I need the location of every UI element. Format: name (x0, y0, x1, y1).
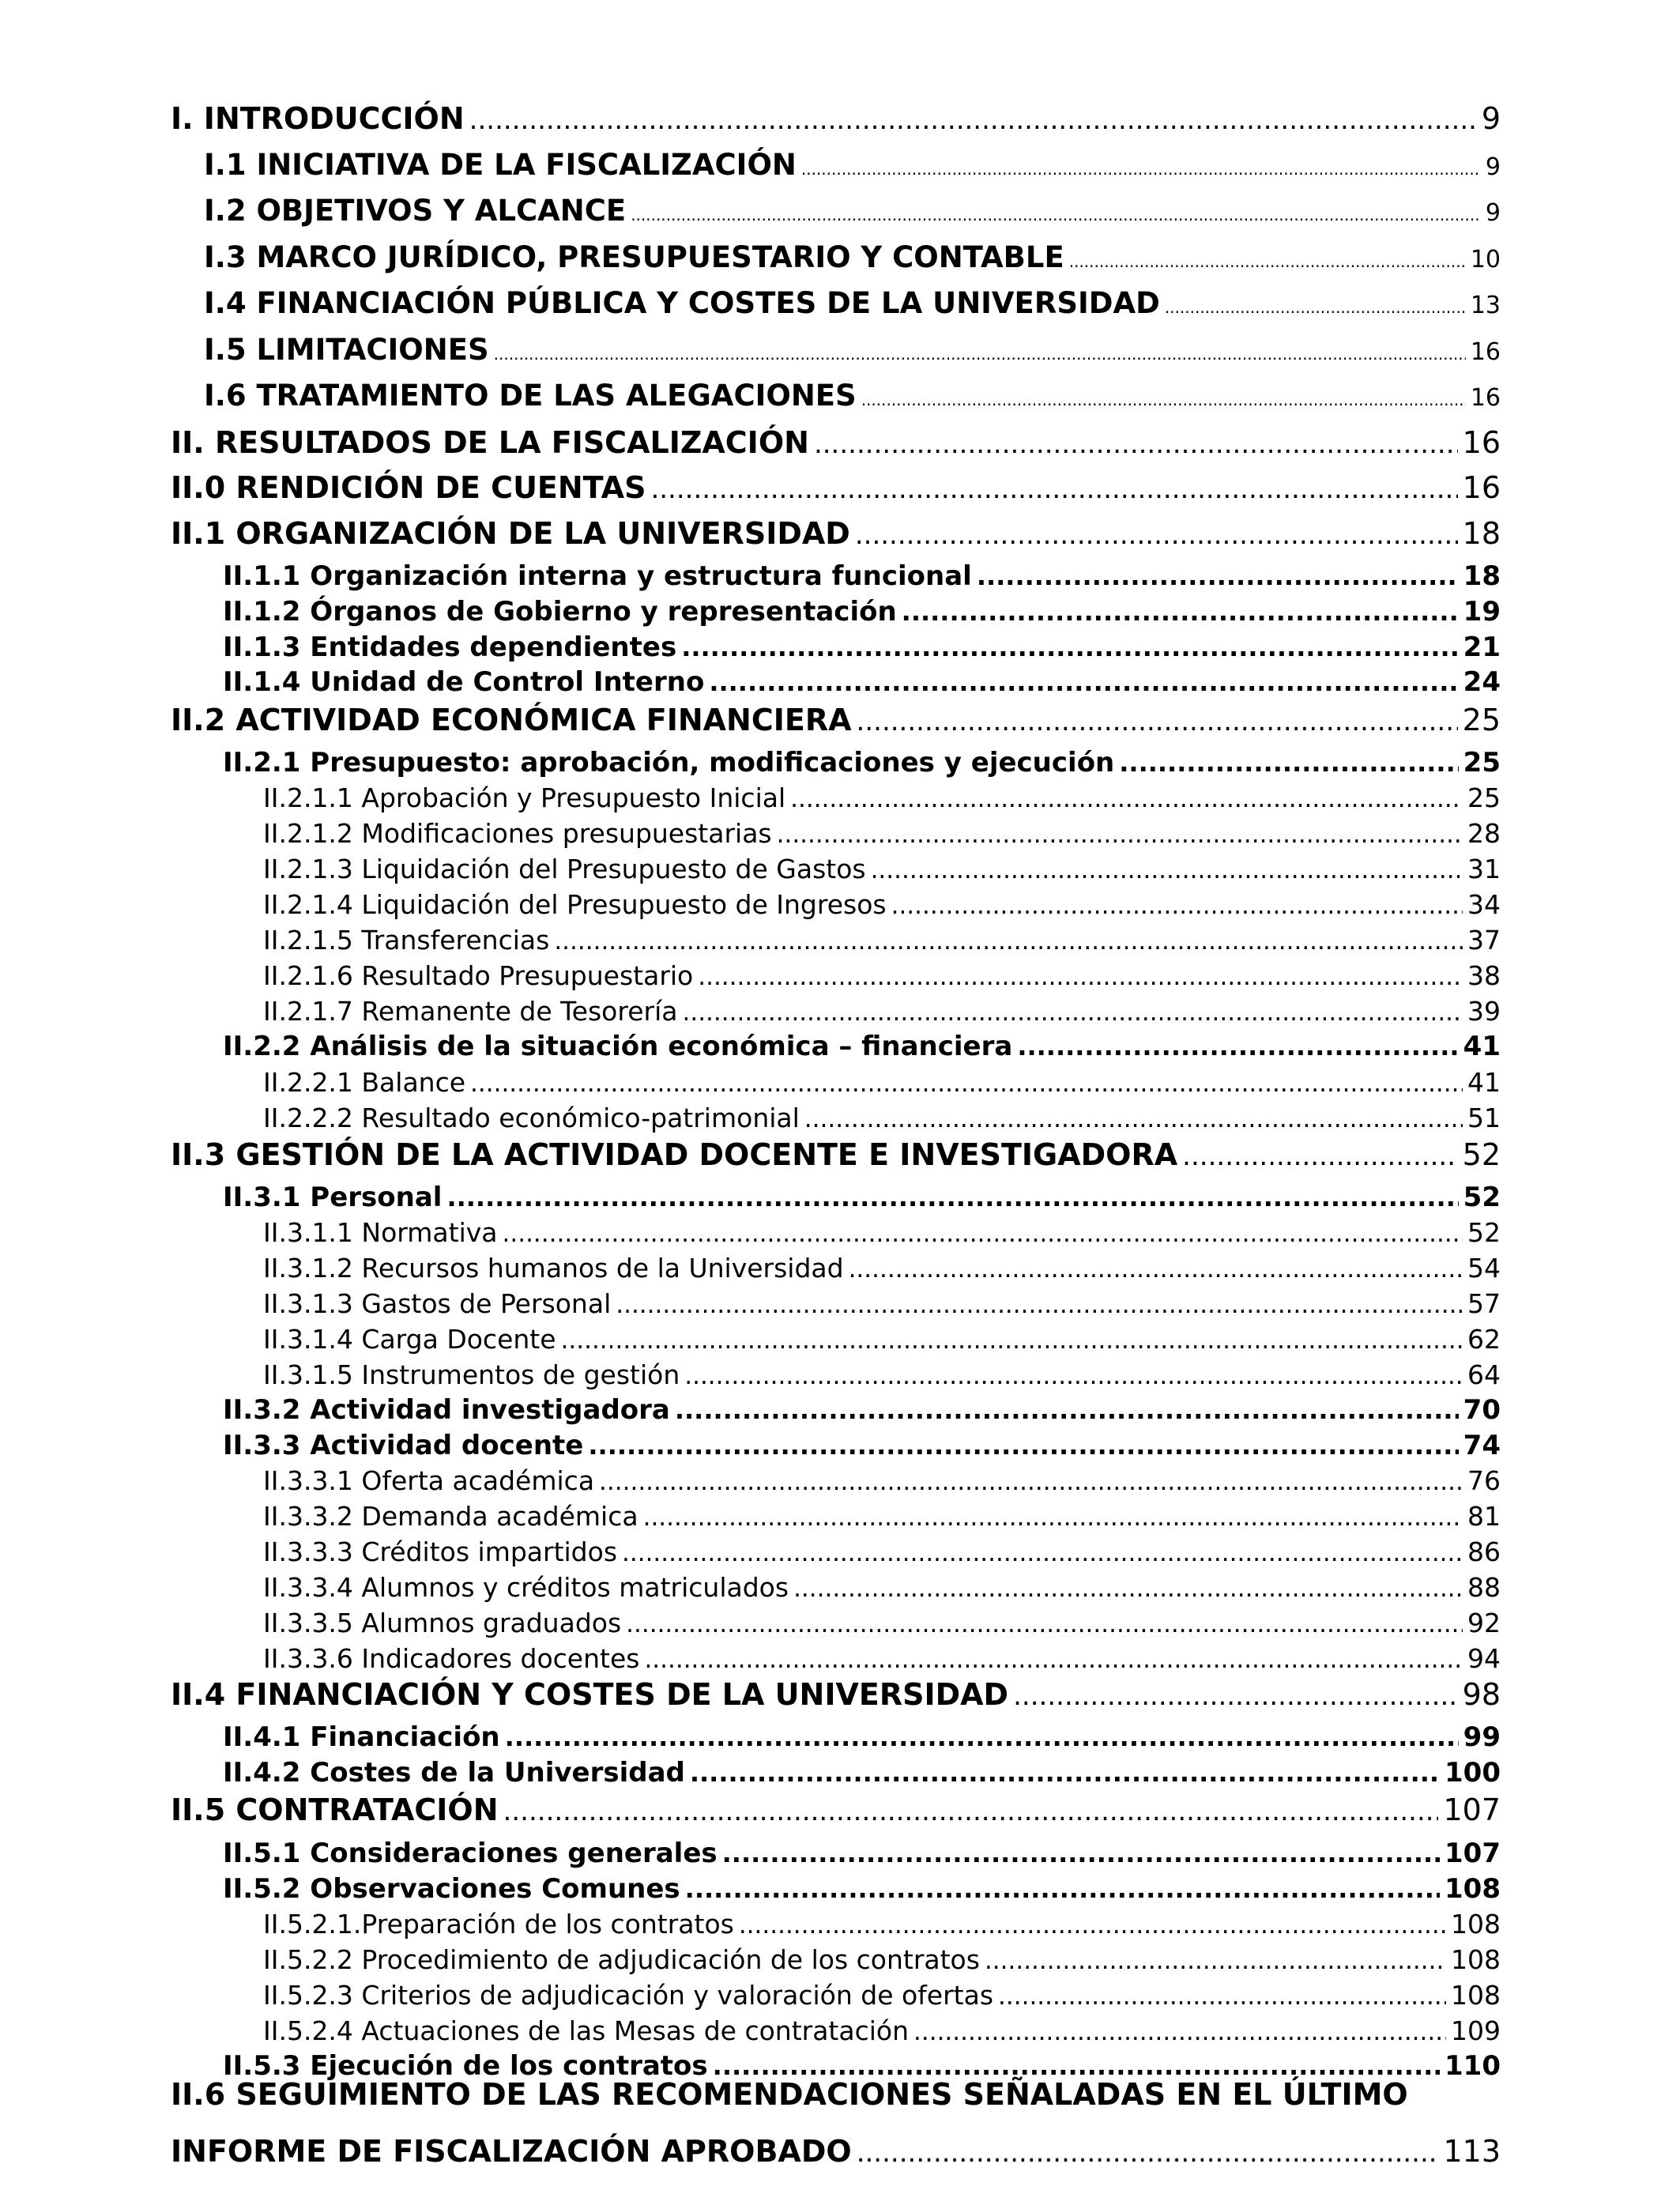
dot-leader (494, 345, 1466, 364)
toc-entry-title: II.4 FINANCIACIÓN Y COSTES DE LA UNIVERSIDAD (171, 1677, 1009, 1712)
toc-entry-normativa[interactable] (263, 1217, 1501, 1248)
toc-entry-title: I. INTRODUCCIÓN (171, 101, 465, 136)
toc-entry-financiacion[interactable] (223, 1721, 1501, 1753)
toc-entry-title: II.1.2 Órganos de Gobierno y representación (223, 596, 897, 628)
toc-entry-gastos-personal[interactable] (263, 1288, 1501, 1319)
toc-entry-page: 25 (1463, 747, 1501, 778)
toc-entry-title: II.2.1.3 Liquidación del Presupuesto de Gastos (263, 854, 866, 884)
toc-entry-remanente[interactable] (263, 996, 1501, 1027)
toc-entry-page: 110 (1445, 2050, 1501, 2082)
toc-entry-objetivos[interactable] (204, 194, 1501, 228)
toc-entry-title: I.4 FINANCIACIÓN PÚBLICA Y COSTES DE LA UNIVERSIDAD (204, 286, 1160, 320)
toc-entry-page: 41 (1463, 1031, 1501, 1062)
toc-entry-page: 52 (1467, 1217, 1501, 1248)
toc-entry-page: 113 (1443, 2134, 1501, 2169)
toc-entry-title: II.0 RENDICIÓN DE CUENTAS (171, 470, 646, 505)
toc-entry-page: 18 (1463, 560, 1501, 592)
dot-leader (998, 1982, 1446, 2011)
dot-leader (1069, 252, 1466, 271)
toc-entry-page: 18 (1462, 516, 1501, 551)
toc-entry-title: I.1 INICIATIVA DE LA FISCALIZACIÓN (204, 148, 797, 182)
toc-entry-alumnos-graduados[interactable] (263, 1608, 1501, 1638)
toc-entry-resultados[interactable] (171, 425, 1501, 460)
toc-entry-title: II.1 ORGANIZACIÓN DE LA UNIVERSIDAD (171, 516, 850, 551)
dot-leader (650, 473, 1457, 505)
dot-leader (685, 1874, 1440, 1904)
toc-entry-page: 16 (1470, 384, 1501, 412)
toc-entry-page: 98 (1462, 1677, 1501, 1712)
dot-leader (505, 1722, 1459, 1752)
toc-entry-page: 19 (1463, 596, 1501, 628)
dot-leader (469, 104, 1477, 136)
toc-entry-modificaciones[interactable] (263, 818, 1501, 849)
dot-leader (849, 1255, 1463, 1284)
toc-entry-title: II.3.1.5 Instrumentos de gestión (263, 1359, 680, 1390)
toc-entry-page: 107 (1445, 1838, 1501, 1869)
toc-entry-liquidacion-ingresos[interactable] (263, 889, 1501, 920)
toc-entry-actividad-docente[interactable] (223, 1430, 1501, 1461)
toc-entry-title: II.3.3 Actividad docente (223, 1430, 584, 1461)
toc-entry-title: II.1.3 Entidades dependientes (223, 631, 677, 663)
toc-entry-gestion-actividad[interactable] (171, 1137, 1501, 1172)
toc-entry-resultado-presupuestario[interactable] (263, 960, 1501, 991)
toc-entry-demanda[interactable] (263, 1501, 1501, 1532)
toc-entry-actividad-economica[interactable] (171, 703, 1501, 737)
dot-leader (561, 1326, 1463, 1355)
toc-entry-title: II.3.1.3 Gastos de Personal (263, 1288, 612, 1319)
toc-entry-title: II.3.3.6 Indicadores docentes (263, 1643, 640, 1674)
toc-entry-organizacion[interactable] (171, 516, 1501, 551)
toc-entry-title: II.2.2.2 Resultado económico-patrimonial (263, 1103, 800, 1133)
toc-entry-page: 34 (1467, 889, 1501, 920)
dot-leader (554, 927, 1463, 956)
dot-leader (913, 2018, 1446, 2046)
toc-entry-procedimiento[interactable] (263, 1944, 1501, 1975)
toc-entry-page: 51 (1467, 1103, 1501, 1133)
dot-leader (644, 1646, 1463, 1674)
toc-entry-transferencias[interactable] (263, 925, 1501, 956)
toc-entry-recursos-humanos[interactable] (263, 1253, 1501, 1284)
dot-leader (681, 632, 1458, 662)
toc-entry-title: II.5.2.1.Preparación de los contratos (263, 1909, 734, 1940)
dot-leader (622, 1539, 1463, 1567)
toc-entry-page: 41 (1467, 1067, 1501, 1098)
toc-entry-financiacion-publica[interactable] (204, 286, 1501, 320)
toc-entry-page: 57 (1467, 1288, 1501, 1319)
toc-entry-title: II.5.2.2 Procedimiento de adjudicación de los contratos (263, 1944, 980, 1975)
toc-entry-aprobacion[interactable] (263, 782, 1501, 813)
toc-entry-page: 9 (1485, 153, 1501, 181)
toc-entry-page: 39 (1467, 996, 1501, 1027)
toc-entry-alegaciones[interactable] (204, 379, 1501, 413)
toc-entry-page: 81 (1467, 1501, 1501, 1532)
toc-entry-page: 108 (1451, 1909, 1501, 1940)
dot-leader (902, 597, 1459, 627)
dot-leader (722, 1838, 1440, 1868)
dot-leader (1182, 1140, 1457, 1172)
toc-entry-page: 108 (1445, 1873, 1501, 1905)
dot-leader (861, 390, 1466, 409)
toc-entry-title: II.2.1.4 Liquidación del Presupuesto de Ingresos (263, 889, 887, 920)
dot-leader (690, 1758, 1440, 1788)
toc-entry-title: II.4.2 Costes de la Universidad (223, 1757, 685, 1789)
toc-entry-title: II.2.2.1 Balance (263, 1067, 466, 1098)
toc-entry-page: 64 (1467, 1359, 1501, 1390)
dot-leader (1165, 298, 1466, 317)
toc-entry-title: II.5.2 Observaciones Comunes (223, 1873, 680, 1905)
toc-entry-title: II.3 GESTIÓN DE LA ACTIVIDAD DOCENTE E INVESTIGADORA (171, 1137, 1178, 1172)
dot-leader (675, 1395, 1459, 1425)
toc-entry-page: 38 (1467, 960, 1501, 991)
toc-entry-mesas[interactable] (263, 2015, 1501, 2046)
dot-leader (631, 205, 1481, 224)
dot-leader (891, 892, 1463, 920)
toc-entry-alumnos-matriculados[interactable] (263, 1572, 1501, 1603)
toc-entry-title: II.2.1.2 Modificaciones presupuestarias (263, 818, 772, 849)
toc-entry-page: 16 (1462, 425, 1501, 460)
toc-entry-resultado-economico[interactable] (263, 1103, 1501, 1133)
toc-entry-observaciones[interactable] (223, 1873, 1501, 1905)
toc-entry-title: II.3.3.5 Alumnos graduados (263, 1608, 622, 1638)
toc-entry-organizacion-interna[interactable] (223, 560, 1501, 592)
toc-entry-title: II.2.1.7 Remanente de Tesorería (263, 996, 678, 1027)
dot-leader (977, 561, 1459, 591)
dot-leader (684, 1362, 1463, 1390)
toc-entry-presupuesto[interactable] (223, 747, 1501, 778)
toc-entry-oferta[interactable] (263, 1465, 1501, 1496)
toc-entry-title: II.3.3.2 Demanda académica (263, 1501, 638, 1532)
toc-entry-title: I.6 TRATAMIENTO DE LAS ALEGACIONES (204, 379, 857, 413)
toc-entry-title: I.3 MARCO JURÍDICO, PRESUPUESTARIO Y CONTABLE (204, 240, 1064, 274)
toc-entry-page: 88 (1467, 1572, 1501, 1603)
toc-entry-title: II.2.2 Análisis de la situación económica – financiera (223, 1031, 1013, 1062)
toc-entry-analisis[interactable] (223, 1031, 1501, 1062)
toc-entry-control-interno[interactable] (223, 666, 1501, 698)
toc-entry-title: INFORME DE FISCALIZACIÓN APROBADO (171, 2134, 852, 2169)
toc-entry-title: II.2 ACTIVIDAD ECONÓMICA FINANCIERA (171, 703, 852, 737)
toc-entry-marco[interactable] (204, 240, 1501, 274)
toc-entry-title: II.2.1.6 Resultado Presupuestario (263, 960, 694, 991)
toc-entry-financiacion-costes[interactable] (171, 1677, 1501, 1712)
toc-entry-page: 108 (1451, 1944, 1501, 1975)
dot-leader (857, 706, 1458, 737)
toc-entry-page: 54 (1467, 1253, 1501, 1284)
toc-entry-organos-gobierno[interactable] (223, 596, 1501, 628)
toc-entry-page: 9 (1485, 199, 1501, 227)
toc-entry-carga-docente[interactable] (263, 1324, 1501, 1355)
dot-leader (777, 820, 1463, 849)
toc-entry-seguimiento-line1[interactable]: II.6 SEGUIMIENTO DE LAS RECOMENDACIONES SEÑALADAS EN EL ÚLTIMO (171, 2077, 1408, 2112)
toc-entry-consideraciones[interactable] (223, 1838, 1501, 1869)
dot-leader (790, 785, 1463, 813)
dot-leader (599, 1468, 1463, 1496)
toc-entry-page: 76 (1467, 1465, 1501, 1496)
toc-entry-entidades[interactable] (223, 631, 1501, 663)
toc-entry-page: 94 (1467, 1643, 1501, 1674)
toc-entry-page: 37 (1467, 925, 1501, 956)
dot-leader (446, 1182, 1458, 1212)
toc-entry-page: 62 (1467, 1324, 1501, 1355)
toc-entry-page: 10 (1470, 246, 1501, 273)
toc-entry-title: II.1.1 Organización interna y estructura funcional (223, 560, 972, 592)
toc-entry-title: II.5 CONTRATACIÓN (171, 1793, 499, 1827)
toc-entry-title: II.3.2 Actividad investigadora (223, 1394, 670, 1426)
toc-entry-page: 9 (1481, 101, 1501, 136)
toc-entry-page: 25 (1467, 782, 1501, 813)
toc-entry-page: 24 (1463, 666, 1501, 698)
toc-entry-creditos[interactable] (263, 1536, 1501, 1567)
toc-entry-iniciativa[interactable] (204, 148, 1501, 182)
toc-entry-costes[interactable] (223, 1757, 1501, 1789)
dot-leader (1017, 1031, 1458, 1061)
toc-entry-title: II.3.3.3 Créditos impartidos (263, 1536, 618, 1567)
dot-leader (871, 856, 1463, 884)
toc-entry-title: II.5.2.4 Actuaciones de las Mesas de contratación (263, 2015, 910, 2046)
dot-leader (503, 1220, 1463, 1248)
dot-leader (985, 1947, 1446, 1975)
toc-entry-page: 52 (1463, 1182, 1501, 1213)
toc-entry-limitaciones[interactable] (204, 333, 1501, 367)
toc-entry-liquidacion-gastos[interactable] (263, 854, 1501, 884)
toc-entry-title: II.3.3.1 Oferta académica (263, 1465, 595, 1496)
toc-entry-page: 99 (1463, 1721, 1501, 1753)
toc-entry-title: II.3.1.4 Carga Docente (263, 1324, 556, 1355)
toc-entry-page: 16 (1470, 338, 1501, 366)
dot-leader (626, 1610, 1463, 1638)
toc-entry-title: I.5 LIMITACIONES (204, 333, 489, 367)
dot-leader (857, 2137, 1439, 2169)
dot-leader (503, 1796, 1439, 1827)
toc-entry-instrumentos[interactable] (263, 1359, 1501, 1390)
dot-leader (709, 667, 1458, 697)
toc-entry-page: 31 (1467, 854, 1501, 884)
toc-entry-title: II.2.1.1 Aprobación y Presupuesto Inicial (263, 782, 786, 813)
dot-leader (588, 1431, 1458, 1461)
toc-entry-title: II.3.1.1 Normativa (263, 1217, 498, 1248)
dot-leader (682, 998, 1463, 1027)
toc-entry-title: II.5.2.3 Criterios de adjudicación y valoración de ofertas (263, 1980, 994, 2011)
toc-entry-page: 100 (1445, 1757, 1501, 1789)
toc-entry-title: II.3.1 Personal (223, 1182, 443, 1213)
toc-entry-rendicion[interactable] (171, 470, 1501, 505)
toc-entry-page: 108 (1451, 1980, 1501, 2011)
toc-entry-title: II.4.1 Financiación (223, 1721, 500, 1753)
toc-entry-balance[interactable] (263, 1067, 1501, 1098)
dot-leader (616, 1291, 1463, 1319)
dot-leader (739, 1911, 1446, 1940)
toc-entry-title: II.3.3.4 Alumnos y créditos matriculados (263, 1572, 789, 1603)
toc-entry-page: 28 (1467, 818, 1501, 849)
toc-entry-page: 107 (1443, 1793, 1501, 1827)
toc-entry-page: 70 (1463, 1394, 1501, 1426)
dot-leader (698, 963, 1463, 991)
toc-entry-title: II.2.1 Presupuesto: aprobación, modificaciones y ejecución (223, 747, 1115, 778)
toc-entry-title: I.2 OBJETIVOS Y ALCANCE (204, 194, 627, 228)
toc-entry-criterios[interactable] (263, 1980, 1501, 2011)
toc-entry-page: 21 (1463, 631, 1501, 663)
toc-entry-page: 13 (1470, 292, 1501, 319)
dot-leader (814, 428, 1458, 460)
toc-entry-actividad-investigadora[interactable] (223, 1394, 1501, 1426)
toc-entry-title: II.2.1.5 Transferencias (263, 925, 550, 956)
toc-entry-page: 86 (1467, 1536, 1501, 1567)
toc-entry-page: 92 (1467, 1608, 1501, 1638)
toc-entry-page: 74 (1463, 1430, 1501, 1461)
toc-entry-page: 25 (1462, 703, 1501, 737)
toc-entry-page: 16 (1462, 470, 1501, 505)
toc-entry-title: II.5.1 Consideraciones generales (223, 1838, 718, 1869)
dot-leader (1013, 1680, 1458, 1712)
dot-leader (793, 1574, 1463, 1603)
dot-leader (804, 1105, 1463, 1133)
dot-leader (1119, 748, 1458, 778)
toc-entry-title: II. RESULTADOS DE LA FISCALIZACIÓN (171, 425, 809, 460)
toc-entry-indicadores[interactable] (263, 1643, 1501, 1674)
dot-leader (801, 160, 1481, 179)
dot-leader (470, 1069, 1463, 1098)
toc-entry-title: II.1.4 Unidad de Control Interno (223, 666, 705, 698)
toc-entry-title: II.3.1.2 Recursos humanos de la Universidad (263, 1253, 844, 1284)
toc-entry-title: II.5.3 Ejecución de los contratos (223, 2050, 708, 2082)
toc-entry-personal[interactable] (223, 1182, 1501, 1213)
toc-entry-contratacion[interactable] (171, 1793, 1501, 1827)
toc-entry-preparacion[interactable] (263, 1909, 1501, 1940)
toc-entry-introduccion[interactable] (171, 101, 1501, 136)
toc-entry-seguimiento-line2[interactable] (171, 2134, 1501, 2169)
toc-entry-page: 109 (1451, 2015, 1501, 2046)
dot-leader (855, 519, 1458, 551)
toc-entry-page: 52 (1462, 1137, 1501, 1172)
dot-leader (643, 1503, 1463, 1532)
